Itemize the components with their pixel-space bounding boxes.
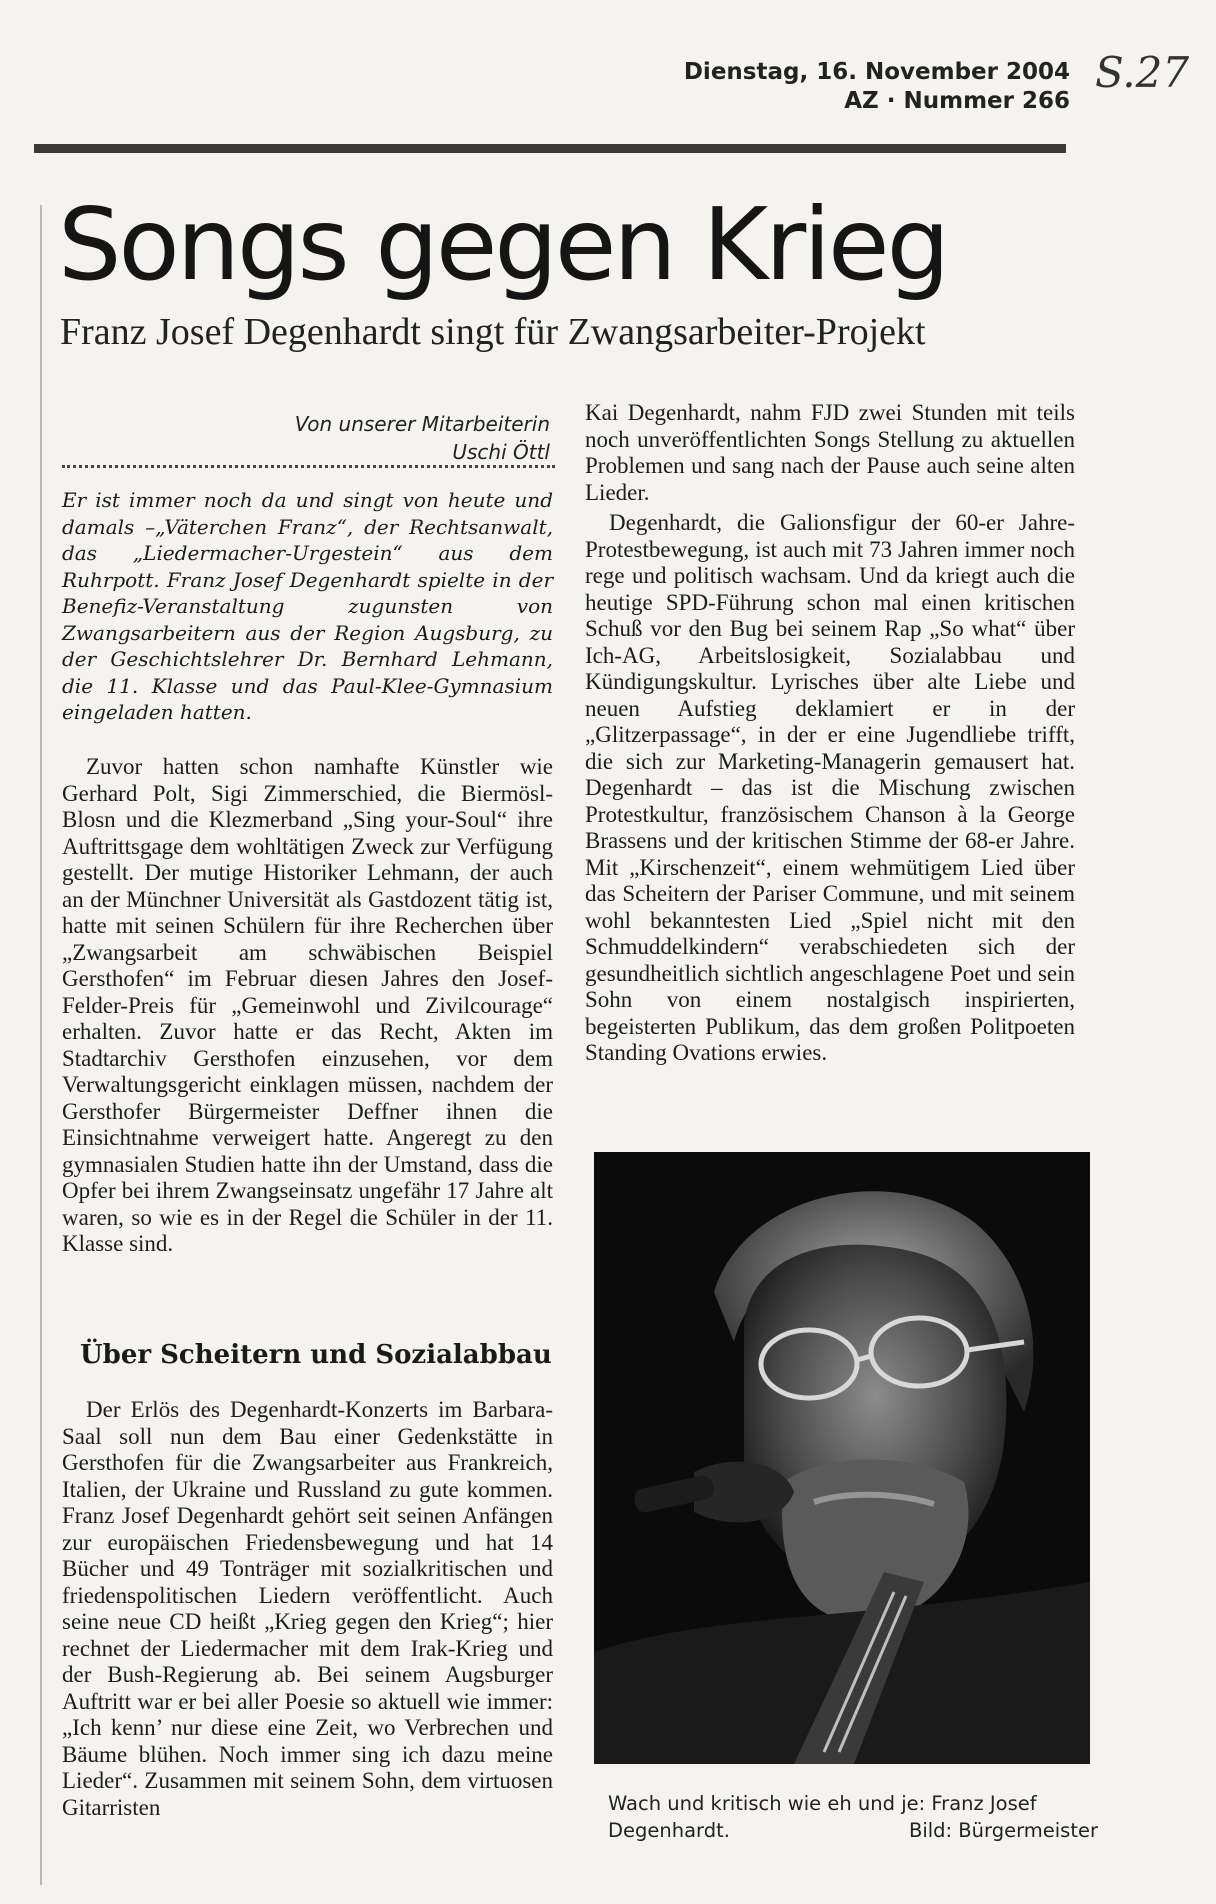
body-paragraph-4: Degenhardt, die Galionsfigur der 60-er Jahre-Protestbewegung, ist auch mit 73 Jahren immer noch rege und politisch wachsam. Und da kriegt auch die heutige SPD-Führung schon mal einen kritischen Schuß vor den Bug bei seinem Rap „So what“ über Ich-AG, Arbeitslosigkeit, Sozialabbau und Kündigungskultur. Lyrisches über alte Liebe und neuen Aufstieg deklamiert er in der „Glitzerpassage“, in der er eine Jugendliebe trifft, die sich zur Marketing-Managerin gemausert hat. Degenhardt – das ist die Mischung zwischen Protestkultur, französischem Chanson à la George Brassens und der kritischen Stimme der 68-er Jahre. Mit „Kirschenzeit“, einem wehmütigem Lied über das Scheitern der Pariser Commune, und mit seinem wohl bekanntesten Lied „Spiel nicht mit den Schmuddelkindern“ verabschiedeten sich der gesundheitlich sichtlich angeschlagene Poet und sein Sohn von einem nostalgisch inspirierten, begeisterten Publikum, das dem großen Politpoeten Standing Ovations erwies.	[585, 510, 1075, 1065]
body-paragraph-3: Kai Degenhardt, nahm FJD zwei Stunden mit teils noch unveröffentlichten Songs Stellung zu aktuellen Problemen und sang nach der Pause auch seine alten Lieder.	[585, 400, 1075, 505]
caption-text: Wach und kritisch wie eh und je: Franz Josef Degenhardt.	[608, 1792, 1037, 1842]
column-border	[40, 205, 42, 1885]
headline: Songs gegen Krieg	[58, 186, 948, 303]
handwritten-page-note: S.27	[1095, 48, 1190, 97]
issue-date: Dienstag, 16. November 2004	[683, 59, 1070, 85]
byline	[200, 410, 550, 466]
header-rule	[34, 144, 1066, 153]
photo-caption	[608, 1790, 1098, 1844]
body-column-left-lower	[62, 1397, 553, 1821]
dateline	[600, 58, 1070, 116]
body-column-left	[62, 754, 553, 1258]
body-paragraph-2: Der Erlös des Degenhardt-Konzerts im Barbara-Saal soll nun dem Bau einer Gedenkstätte in Gersthofen für die Zwangsarbeiter aus Frankreich, Italien, der Ukraine und Russland zu gute kommen. Franz Josef Degenhardt gehört seit seinen Anfängen zur europäischen Friedensbewegung und hat 14 Bücher und 49 Tonträger mit sozialkritischen und friedenspolitischen Liedern veröffentlicht. Auch seine neue CD heißt „Krieg gegen den Krieg“; hier rechnet der Liedermacher mit dem Irak-Krieg und der Bush-Regierung ab. Bei seinem Augsburger Auftritt war er bei aller Poesie so aktuell wie immer: „Ich kenn’ nur diese eine Zeit, wo Verbrechen und Bäume blühen. Noch immer sing ich dazu meine Lieder“. Zusammen mit seinem Sohn, dem virtuosen Gitarristen	[62, 1397, 553, 1820]
portrait-illustration	[594, 1152, 1090, 1764]
section-heading: Über Scheitern und Sozialabbau	[80, 1340, 552, 1370]
subheadline: Franz Josef Degenhardt singt für Zwangsarbeiter-Projekt	[60, 311, 926, 353]
lead-paragraph: Er ist immer noch da und singt von heute und damals –„Väterchen Franz“, der Rechtsanwalt, das „Liedermacher-Urgestein“ aus dem Ruhrpott. Franz Josef Degenhardt spielte in der Benefiz-Veranstaltung zugunsten von Zwangsarbeitern aus der Region Augsburg, zu der Geschichtslehrer Dr. Bernhard Lehmann, die 11. Klasse und das Paul-Klee-Gymnasium eingeladen hatten.	[62, 488, 553, 724]
photo-credit: Bild: Bürgermeister	[908, 1819, 1098, 1842]
article-photo	[594, 1152, 1090, 1764]
issue-number: AZ · Nummer 266	[844, 88, 1070, 114]
byline-role: Von unserer Mitarbeiterin	[294, 412, 550, 436]
body-column-right	[585, 400, 1075, 1067]
byline-author: Uschi Öttl	[452, 440, 550, 464]
dotted-separator	[62, 465, 555, 468]
body-paragraph-1: Zuvor hatten schon namhafte Künstler wie Gerhard Polt, Sigi Zimmerschied, die Biermösl-Blosn und die Klezmerband „Sing your-Soul“ ihre Auftrittsgage dem wohltätigen Zweck zur Verfügung gestellt. Der mutige Historiker Lehmann, der auch an der Münchner Universität als Gastdozent tätig ist, hatte mit seinen Schülern für ihre Recherchen über „Zwangsarbeit am schwäbischen Beispiel Gersthofen“ im Februar diesen Jahres den Josef-Felder-Preis für „Gemeinwohl und Zivilcourage“ erhalten. Zuvor hatte er das Recht, Akten im Stadtarchiv Gersthofen einzusehen, vor dem Verwaltungsgericht einklagen müssen, nachdem der Gersthofer Bürgermeister Deffner ihnen die Einsichtnahme verweigert hatte. Angeregt zu den gymnasialen Studien hatte ihn der Umstand, dass die Opfer bei ihrem Zwangseinsatz ungefähr 17 Jahre alt waren, so wie es in der Regel die Schüler in der 11. Klasse sind.	[62, 754, 553, 1256]
